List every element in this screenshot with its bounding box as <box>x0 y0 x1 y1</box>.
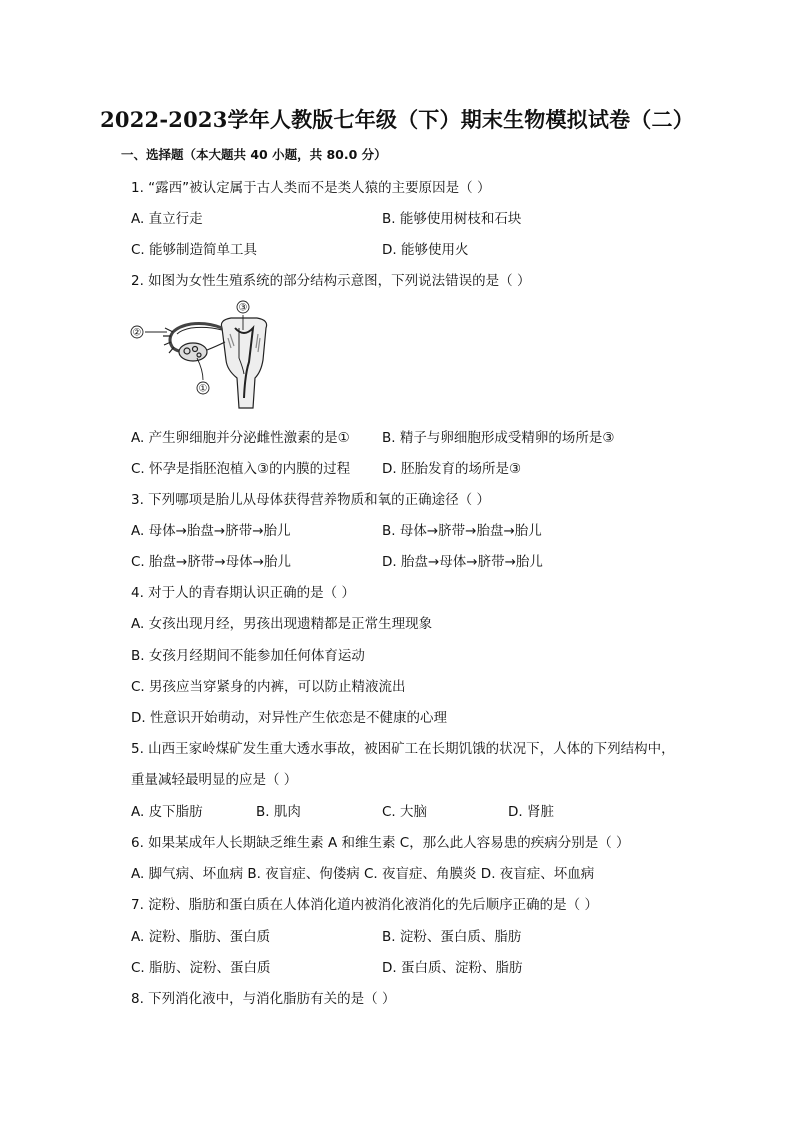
q2-option-b: B. 精子与卵细胞形成受精卵的场所是③ <box>382 430 615 446</box>
question-6-stem: 6. 如果某成年人长期缺乏维生素 A 和维生素 C，那么此人容易患的疾病分别是（ ） <box>131 835 630 851</box>
q4-option-a: A. 女孩出现月经，男孩出现遗精都是正常生理现象 <box>131 616 433 632</box>
q1-option-b: B. 能够使用树枝和石块 <box>382 211 522 227</box>
q5-option-d: D. 肾脏 <box>508 804 554 820</box>
q5-option-a: A. 皮下脂肪 <box>131 804 203 820</box>
figure-label-3: ③ <box>238 302 248 314</box>
page-title: 2022-2023学年人教版七年级（下）期末生物模拟试卷（二） <box>100 107 694 132</box>
q5-option-b: B. 肌肉 <box>256 804 301 820</box>
question-1-stem: 1. “露西”被认定属于古人类而不是类人猿的主要原因是（ ） <box>131 180 491 196</box>
question-4-stem: 4. 对于人的青春期认识正确的是（ ） <box>131 585 355 601</box>
section-heading: 一、选择题（本大题共 40 小题，共 80.0 分） <box>121 147 387 162</box>
q3-option-c: C. 胎盘→脐带→母体→胎儿 <box>131 554 291 570</box>
q3-option-a: A. 母体→胎盘→脐带→胎儿 <box>131 523 291 539</box>
q7-option-b: B. 淀粉、蛋白质、脂肪 <box>382 929 522 945</box>
q7-option-a: A. 淀粉、脂肪、蛋白质 <box>131 929 271 945</box>
q3-option-d: D. 胎盘→母体→脐带→胎儿 <box>382 554 543 570</box>
q7-option-c: C. 脂肪、淀粉、蛋白质 <box>131 960 271 976</box>
q5-option-c: C. 大脑 <box>382 804 428 820</box>
question-2-stem: 2. 如图为女性生殖系统的部分结构示意图，下列说法错误的是（ ） <box>131 273 531 289</box>
figure-label-2: ② <box>132 327 142 339</box>
question-5-stem-cont: 重量减轻最明显的应是（ ） <box>131 772 298 788</box>
q7-option-d: D. 蛋白质、淀粉、脂肪 <box>382 960 523 976</box>
q6-options: A. 脚气病、坏血病 B. 夜盲症、佝偻病 C. 夜盲症、角膜炎 D. 夜盲症、坏血病 <box>131 866 595 882</box>
question-8-stem: 8. 下列消化液中，与消化脂肪有关的是（ ） <box>131 991 396 1007</box>
q2-option-c: C. 怀孕是指胚泡植入③的内膜的过程 <box>131 461 351 477</box>
q1-option-d: D. 能够使用火 <box>382 242 469 258</box>
question-3-stem: 3. 下列哪项是胎儿从母体获得营养物质和氧的正确途径（ ） <box>131 492 490 508</box>
question-7-stem: 7. 淀粉、脂肪和蛋白质在人体消化道内被消化液消化的先后顺序正确的是（ ） <box>131 897 598 913</box>
q1-option-a: A. 直立行走 <box>131 211 203 227</box>
question-5-stem: 5. 山西王家岭煤矿发生重大透水事故，被困矿工在长期饥饿的状况下，人体的下列结构中， <box>131 741 675 757</box>
figure-label-1: ① <box>198 383 208 395</box>
q4-option-d: D. 性意识开始萌动，对异性产生依恋是不健康的心理 <box>131 710 447 726</box>
q4-option-c: C. 男孩应当穿紧身的内裤，可以防止精液流出 <box>131 679 406 695</box>
female-reproductive-system-diagram <box>127 298 297 412</box>
q2-option-a: A. 产生卵细胞并分泌雌性激素的是① <box>131 430 350 446</box>
q3-option-b: B. 母体→脐带→胎盘→胎儿 <box>382 523 542 539</box>
q1-option-c: C. 能够制造简单工具 <box>131 242 258 258</box>
q2-option-d: D. 胚胎发育的场所是③ <box>382 461 522 477</box>
q4-option-b: B. 女孩月经期间不能参加任何体育运动 <box>131 648 365 664</box>
